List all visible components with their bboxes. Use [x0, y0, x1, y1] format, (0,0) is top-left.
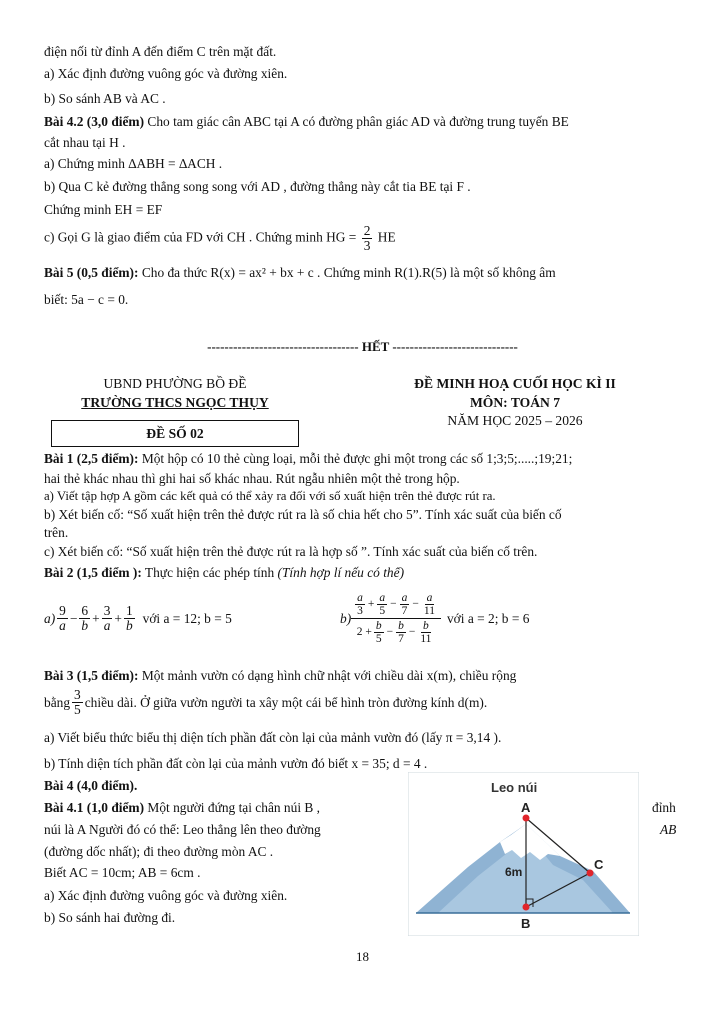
text-line: cắt nhau tại H .	[44, 135, 126, 150]
problem-label: Bài 1 (2,5 điểm):	[44, 451, 139, 466]
denominator: 5	[379, 605, 386, 618]
denominator: 7	[398, 633, 404, 646]
problem-label: Bài 2 (1,5 điểm ):	[44, 565, 142, 580]
problem-3	[44, 669, 516, 682]
text-span: 2 +	[356, 625, 372, 638]
text-span: bằng	[44, 694, 71, 710]
operator: −	[386, 625, 394, 638]
denominator: 5	[375, 633, 382, 646]
item-label: a)	[44, 610, 56, 626]
denominator: 11	[423, 605, 435, 618]
denominator: 11	[420, 633, 432, 646]
item-label: b)	[340, 610, 352, 626]
text-line: b) Tính diện tích phần đất còn lại của mảnh vườn đó biết x = 35; d = 4 .	[44, 756, 428, 771]
text-line: a) Viết tập hợp A gồm các kết quả có thể xảy ra đối với số xuất hiện trên thẻ được rút ra.	[44, 489, 496, 503]
denominator: 3	[363, 238, 371, 254]
text-line: b) Qua C kẻ đường thẳng song song với AD , đường thẳng này cắt tia BE tại F .	[44, 179, 471, 194]
page-number: 18	[356, 949, 369, 964]
school-name: TRƯỜNG THCS NGỌC THỤY	[81, 395, 269, 410]
numerator: a	[357, 592, 363, 604]
problem-label: Bài 5 (0,5 điểm):	[44, 265, 139, 280]
fraction	[124, 604, 135, 633]
point-a	[523, 815, 530, 822]
problem-label: Bài 4.2 (3,0 điểm)	[44, 114, 145, 129]
numerator: a	[426, 592, 433, 604]
condition: với a = 2; b = 6	[446, 610, 530, 626]
text-line: a) Chứng minh ∆ABH = ∆ACH .	[44, 156, 223, 171]
problem-text: Một hộp có 10 thẻ cùng loại, mỗi thẻ được ghi một trong các số 1;3;5;.....;19;21;	[138, 451, 573, 466]
problem-text: Cho đa thức R(x) = ax² + bx + c . Chứng minh R(1).R(5) là một số không âm	[138, 265, 556, 280]
text-line: a) Viết biểu thức biểu thị diện tích phần đất còn lại của mảnh vườn đó (lấy π = 3,14 ).	[44, 730, 502, 745]
denominator: a	[59, 618, 66, 634]
text-line: Chứng minh EH = EF	[44, 202, 163, 217]
figure-title: Leo núi	[491, 780, 538, 795]
denominator: b	[125, 618, 133, 634]
numerator: b	[398, 620, 404, 633]
denominator: 5	[74, 702, 81, 718]
denominator: 3	[357, 605, 363, 618]
fraction	[102, 604, 113, 633]
label-b: B	[521, 916, 531, 931]
text-span: chiều dài. Ở giữa vườn người ta xây một cái bể hình tròn đường kính d(m).	[84, 694, 488, 710]
text-line: (đường dốc nhất); đi theo đường mòn AC .	[44, 844, 274, 859]
numerator: 9	[59, 603, 66, 618]
problem-text: Một người đứng tại chân núi B ,	[144, 800, 321, 815]
exam-number-box: ĐỀ SỐ 02	[51, 420, 299, 447]
compound-denominator	[355, 619, 438, 646]
problem-text: Một mảnh vườn có dạng hình chữ nhật với chiều dài x(m), chiều rộng	[138, 668, 517, 683]
text-span: đỉnh	[652, 800, 676, 815]
problem-label: Bài 3 (1,5 điểm):	[44, 668, 139, 683]
denominator: a	[103, 618, 111, 634]
operator: +	[114, 610, 122, 626]
fraction	[374, 620, 384, 645]
label-height: 6m	[505, 865, 523, 879]
fraction	[418, 620, 433, 645]
fraction	[400, 592, 410, 617]
numerator: 1	[125, 603, 133, 618]
text-line	[44, 224, 396, 253]
school-district: UBND PHƯỜNG BỒ ĐỀ	[103, 376, 247, 391]
operator: −	[408, 625, 416, 638]
problem-2	[44, 566, 404, 579]
exam-title: ĐỀ MINH HOẠ CUỐI HỌC KÌ II	[414, 376, 616, 391]
fraction	[79, 604, 90, 633]
expression-b	[340, 591, 529, 646]
problem-text: Cho tam giác cân ABC tại A có đường phân giác AD và đường trung tuyến BE	[144, 114, 569, 129]
fraction	[362, 224, 373, 253]
numerator: 3	[74, 687, 81, 702]
problem-4: Bài 4 (4,0 điểm).	[44, 778, 138, 793]
mountain-figure	[408, 772, 639, 936]
problem-note: (Tính hợp lí nếu có thể)	[277, 565, 405, 580]
fraction	[72, 688, 83, 717]
operator: −	[412, 597, 419, 610]
subject: MÔN: TOÁN 7	[469, 395, 561, 410]
text-span: AB	[660, 822, 677, 837]
numerator: 2	[363, 223, 371, 238]
text-line: b) So sánh hai đường đi.	[44, 910, 176, 925]
numerator: b	[423, 620, 429, 633]
numerator: b	[375, 620, 382, 633]
fraction	[377, 592, 387, 617]
problem-text: Thực hiện các phép tính	[141, 565, 278, 580]
text-line: c) Xét biến cố: “Số xuất hiện trên thẻ được rút ra là hợp số ”. Tính xác suất của biến cố trên.	[44, 544, 538, 559]
problem-1	[44, 452, 680, 465]
numerator: 6	[81, 603, 89, 618]
label-c: C	[594, 857, 604, 872]
text-span: c) Gọi G là giao điểm của FD với CH . Chứng minh HG =	[44, 229, 357, 245]
text-line: a) Xác định đường vuông góc và đường xiên.	[44, 66, 288, 81]
condition: với a = 12; b = 5	[142, 610, 232, 626]
text-line: trên.	[44, 525, 69, 540]
separator: ----------------------------------- HẾT -----------------------------	[207, 339, 518, 354]
problem-4-2	[44, 115, 569, 128]
text-line	[44, 688, 487, 717]
operator: −	[69, 610, 78, 626]
operator: +	[92, 610, 100, 626]
operator: +	[367, 597, 375, 610]
fraction	[422, 592, 437, 617]
fraction	[355, 592, 365, 617]
problem-4-1	[44, 801, 320, 814]
text-line: núi là A Người đó có thể: Leo thẳng lên theo đường	[44, 822, 321, 837]
numerator: a	[401, 592, 408, 604]
problem-label: Bài 4.1 (1,0 điểm)	[44, 800, 145, 815]
numerator: 3	[103, 603, 111, 618]
text-line: Biết AC = 10cm; AB = 6cm .	[44, 865, 201, 880]
operator: −	[390, 597, 397, 610]
denominator: b	[81, 618, 89, 634]
text-line: b) So sánh AB và AC .	[44, 91, 166, 106]
text-line: điện nối từ đỉnh A đến điểm C trên mặt đất.	[44, 44, 277, 59]
school-year: NĂM HỌC 2025 – 2026	[447, 413, 583, 428]
point-c	[587, 870, 594, 877]
fraction	[396, 620, 406, 645]
problem-5	[44, 266, 556, 279]
text-line: hai thẻ khác nhau thì ghi hai số khác nhau. Rút ngẫu nhiên một thẻ trong hộp.	[44, 471, 460, 486]
expression-a	[44, 604, 232, 633]
label-a: A	[521, 800, 531, 815]
numerator: a	[379, 592, 386, 604]
text-line: b) Xét biến cố: “Số xuất hiện trên thẻ được rút ra là số chia hết cho 5”. Tính xác suất của biến cố	[44, 507, 562, 522]
compound-fraction	[351, 591, 441, 646]
point-b	[523, 904, 530, 911]
text-line: a) Xác định đường vuông góc và đường xiên.	[44, 888, 288, 903]
text-span: HE	[377, 229, 396, 245]
fraction	[57, 604, 68, 633]
compound-numerator	[351, 591, 441, 619]
text-line: biết: 5a − c = 0.	[44, 292, 129, 307]
denominator: 7	[401, 605, 408, 618]
